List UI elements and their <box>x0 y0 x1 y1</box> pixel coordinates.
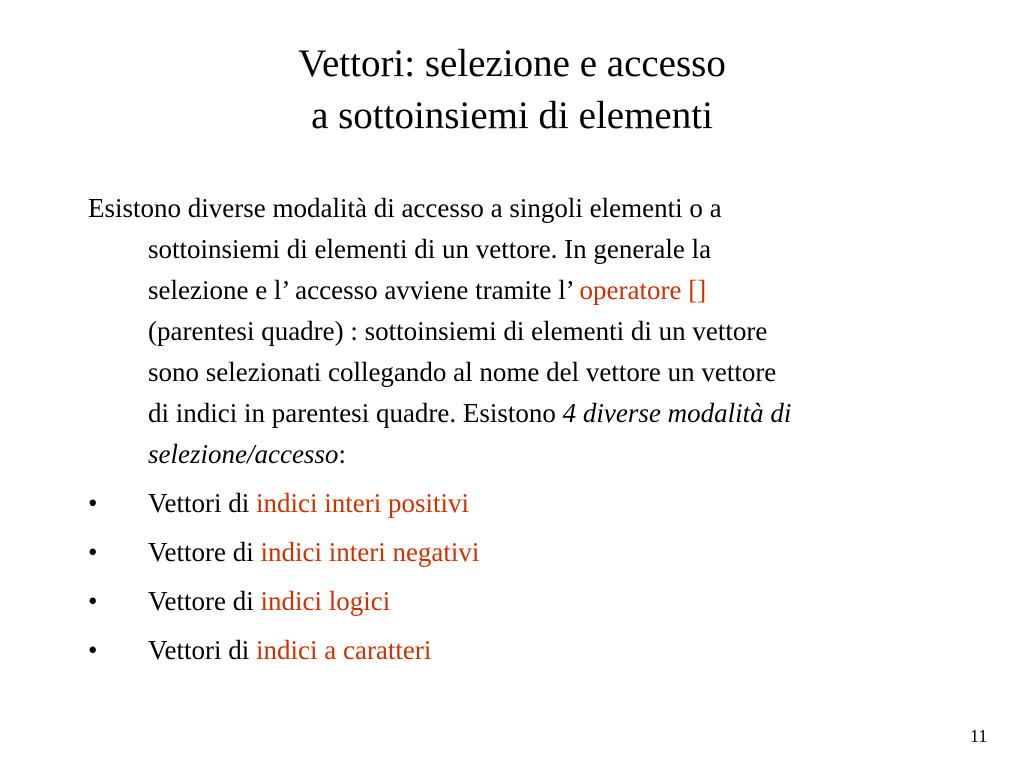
intro-line-3 <box>148 270 988 311</box>
intro-line-3-text: selezione e l’ accesso avviene tramite l’ <box>148 275 580 305</box>
intro-line-7-colon: : <box>338 439 346 469</box>
operator-highlight: operatore [] <box>579 275 707 305</box>
bullet-text: Vettore di <box>148 537 261 567</box>
list-item <box>88 577 988 626</box>
bullet-text: Vettori di <box>148 635 256 665</box>
bullet-highlight: indici a caratteri <box>256 635 432 665</box>
bullet-list <box>88 479 988 675</box>
bullet-text: Vettore di <box>148 586 261 616</box>
bullet-icon: • <box>88 635 98 665</box>
intro-line-7 <box>148 434 988 475</box>
intro-line-4: (parentesi quadre) : sottoinsiemi di elementi di un vettore <box>148 316 768 346</box>
slide-title-line-2: a sottoinsiemi di elementi <box>311 94 713 137</box>
intro-line-2: sottoinsiemi di elementi di un vettore. In generale la <box>148 234 712 264</box>
intro-line-5: sono selezionati collegando al nome del vettore un vettore <box>148 357 777 387</box>
bullet-icon: • <box>88 537 98 567</box>
bullet-highlight: indici interi negativi <box>260 537 480 567</box>
list-item <box>88 479 988 528</box>
bullet-highlight: indici logici <box>260 586 391 616</box>
slide-title <box>0 38 1024 142</box>
intro-line-6 <box>148 393 988 434</box>
list-item <box>88 528 988 577</box>
bullet-icon: • <box>88 488 98 518</box>
slide-title-line-1: Vettori: selezione e accesso <box>298 42 726 85</box>
intro-paragraph <box>88 188 988 475</box>
intro-line-6-text: di indici in parentesi quadre. Esistono <box>148 398 563 428</box>
bullet-text: Vettori di <box>148 488 256 518</box>
modalities-italic-part-2: selezione/accesso <box>148 439 339 469</box>
slide-body <box>88 188 988 675</box>
intro-line-1: Esistono diverse modalità di accesso a singoli elementi o a <box>88 193 722 223</box>
page-number: 11 <box>970 726 988 746</box>
modalities-italic-part-1: 4 diverse modalità di <box>562 398 792 428</box>
bullet-highlight: indici interi positivi <box>256 488 469 518</box>
bullet-icon: • <box>88 586 98 616</box>
list-item <box>88 626 988 675</box>
